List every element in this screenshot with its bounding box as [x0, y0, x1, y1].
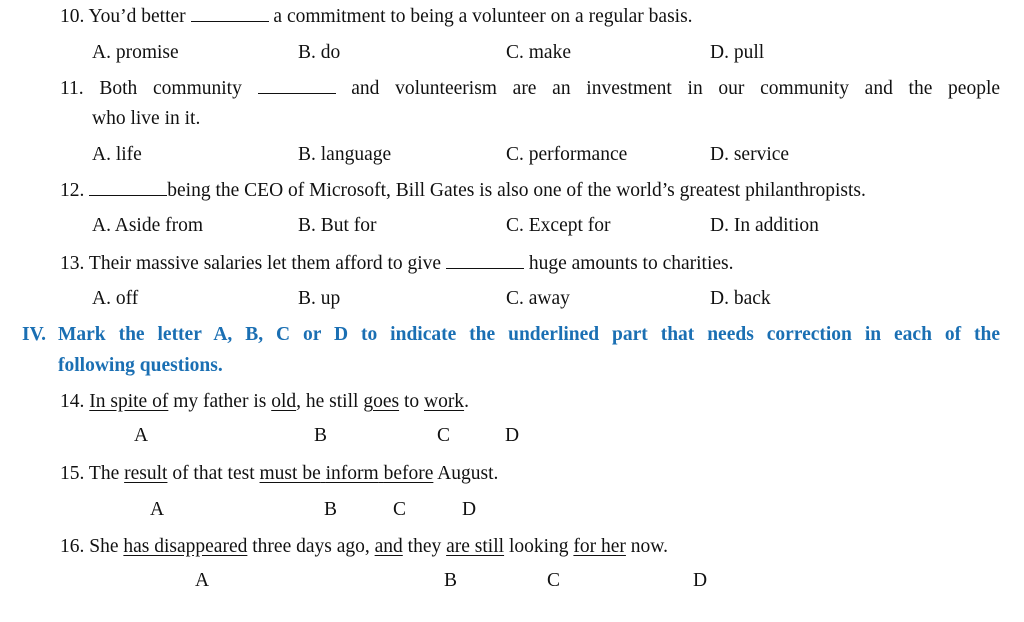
- option-c[interactable]: C. away: [506, 288, 570, 309]
- answer-letter-d[interactable]: D: [462, 499, 477, 520]
- question-14: [60, 390, 469, 414]
- question-number: 14.: [60, 391, 85, 412]
- underlined-part-a: In spite of: [89, 391, 169, 412]
- answer-letter-d[interactable]: D: [505, 425, 520, 446]
- option-a[interactable]: A. life: [92, 144, 142, 165]
- answer-letter-a[interactable]: A: [195, 570, 210, 591]
- answer-letter-b[interactable]: B: [324, 499, 338, 520]
- question-number: 11.: [60, 78, 84, 99]
- underlined-part-c: goes: [363, 391, 400, 412]
- question-text: She: [89, 536, 124, 557]
- underlined-part-a: has disappeared: [123, 536, 248, 557]
- option-d[interactable]: D. back: [710, 288, 771, 309]
- question-text: to: [399, 391, 424, 412]
- question-number: 10.: [60, 6, 85, 27]
- question-15: [60, 462, 498, 486]
- answer-blank: [446, 252, 524, 269]
- answer-letter-c[interactable]: C: [393, 499, 407, 520]
- option-c[interactable]: C. make: [506, 42, 571, 63]
- question-text-after: being the CEO of Microsoft, Bill Gates is also one of the world’s greatest philanthropists.: [167, 180, 866, 201]
- question-text: three days ago,: [247, 536, 375, 557]
- option-c[interactable]: C. Except for: [506, 215, 611, 236]
- question-text-after: a commitment to being a volunteer on a regular basis.: [273, 6, 693, 27]
- answer-blank: [258, 77, 336, 94]
- question-number: 15.: [60, 463, 85, 484]
- underlined-part-b: old: [271, 391, 297, 412]
- answer-letter-c[interactable]: C: [547, 570, 561, 591]
- underlined-part-d: before: [383, 463, 434, 484]
- option-a[interactable]: A. off: [92, 288, 139, 309]
- option-b[interactable]: B. do: [298, 42, 341, 63]
- underlined-part-d: work: [423, 391, 465, 412]
- answer-letter-b[interactable]: B: [314, 425, 328, 446]
- answer-letter-b[interactable]: B: [444, 570, 458, 591]
- option-a[interactable]: A. promise: [92, 42, 179, 63]
- question-12: [60, 179, 866, 203]
- question-text: my father is: [168, 391, 272, 412]
- question-11: [60, 77, 1000, 101]
- underlined-part-c: inform: [325, 463, 379, 484]
- question-text-after: huge amounts to charities.: [528, 253, 734, 274]
- section-instruction-line2: following questions.: [58, 355, 223, 376]
- underlined-part-b: must be: [259, 463, 321, 484]
- option-a[interactable]: A. Aside from: [92, 215, 204, 236]
- section-number: IV.: [22, 324, 47, 345]
- question-11-line2: who live in it.: [92, 108, 201, 129]
- underlined-part-c: are still: [446, 536, 505, 557]
- question-text-before: You’d better: [88, 6, 186, 27]
- question-text: of that test: [167, 463, 260, 484]
- question-text-before: Both community: [99, 78, 242, 99]
- question-number: 13.: [60, 253, 85, 274]
- question-text: now.: [625, 536, 668, 557]
- option-c[interactable]: C. performance: [506, 144, 628, 165]
- answer-blank: [191, 5, 269, 22]
- question-text: , he still: [296, 391, 364, 412]
- underlined-part-d: for her: [573, 536, 626, 557]
- option-b[interactable]: B. up: [298, 288, 341, 309]
- answer-letter-d[interactable]: D: [693, 570, 708, 591]
- question-13: [60, 252, 734, 276]
- section-instruction: Mark the letter A, B, C or D to indicate the underlined part that needs correction in each of the: [58, 324, 1000, 345]
- question-16: [60, 535, 668, 559]
- option-d[interactable]: D. pull: [710, 42, 765, 63]
- underlined-part-a: result: [124, 463, 168, 484]
- question-text-after: and volunteerism are an investment in our community and the people: [351, 78, 1001, 99]
- question-text: .: [464, 391, 469, 412]
- question-text: looking: [504, 536, 574, 557]
- question-text: August.: [433, 463, 499, 484]
- answer-blank: [89, 179, 167, 196]
- question-text-before: Their massive salaries let them afford to give: [88, 253, 442, 274]
- question-text: they: [402, 536, 447, 557]
- option-d[interactable]: D. In addition: [710, 215, 819, 236]
- answer-letter-a[interactable]: A: [150, 499, 165, 520]
- underlined-part-b: and: [374, 536, 403, 557]
- answer-letter-a[interactable]: A: [134, 425, 149, 446]
- option-b[interactable]: B. But for: [298, 215, 377, 236]
- question-number: 16.: [60, 536, 85, 557]
- question-10: [60, 5, 693, 29]
- question-text: The: [88, 463, 125, 484]
- question-number: 12.: [60, 180, 85, 201]
- option-b[interactable]: B. language: [298, 144, 392, 165]
- option-d[interactable]: D. service: [710, 144, 790, 165]
- answer-letter-c[interactable]: C: [437, 425, 451, 446]
